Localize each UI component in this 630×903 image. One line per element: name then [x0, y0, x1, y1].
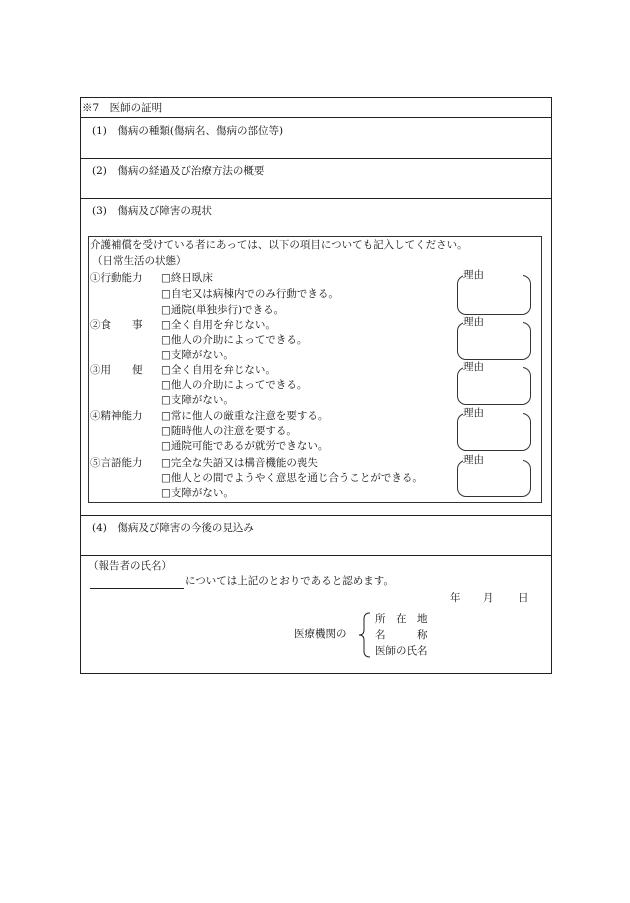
divider [80, 198, 552, 199]
frame-top-line [80, 97, 552, 98]
option-checkbox[interactable]: □常に他人の厳重な注意を要する。 [161, 410, 329, 422]
date-month: 月 [483, 592, 494, 604]
option-checkbox[interactable]: □他人の介助によってできる。 [161, 334, 308, 346]
option-checkbox[interactable]: □支障がない。 [161, 487, 234, 499]
divider [80, 515, 552, 516]
item-label-mental: ④精神能力 [90, 410, 143, 422]
certification-statement: については上記のとおりであると認めます。 [185, 575, 394, 587]
frame-right-line [551, 97, 552, 674]
left-brace-icon [358, 612, 372, 658]
divider [80, 117, 552, 118]
care-subtitle: （日常生活の状態） [92, 255, 187, 267]
section-title-3: (3) 傷病及び障害の現状 [92, 205, 212, 217]
option-checkbox[interactable]: □支障がない。 [161, 394, 234, 406]
section-title-4: (4) 傷病及び障害の今後の見込み [92, 522, 254, 534]
item-label-mobility: ①行動能力 [90, 272, 143, 284]
item-label-toilet: ③用 便 [90, 364, 143, 376]
field-name: 名 称 [375, 629, 428, 641]
field-address: 所 在 地 [375, 613, 428, 625]
section-title-1: (1) 傷病の種類(傷病名、傷病の部位等) [92, 125, 284, 137]
option-checkbox[interactable]: □全く自用を弁じない。 [161, 319, 276, 331]
option-checkbox[interactable]: □自宅又は病棟内でのみ行動できる。 [161, 288, 339, 300]
date-day: 日 [518, 592, 529, 604]
reason-label: 理由 [463, 361, 484, 373]
care-intro-text: 介護補償を受けている者にあっては、以下の項目についても記入してください。 [90, 239, 468, 251]
item-label-speech: ⑤言語能力 [90, 457, 143, 469]
option-checkbox[interactable]: □終日臥床 [161, 272, 213, 284]
option-checkbox[interactable]: □随時他人の注意を要する。 [161, 425, 297, 437]
item-label-meals: ②食 事 [90, 319, 143, 331]
divider [80, 158, 552, 159]
institution-label: 医療機関の [294, 628, 347, 640]
frame-left-line [80, 97, 81, 674]
reason-label: 理由 [463, 407, 484, 419]
option-checkbox[interactable]: □通院(単独歩行)できる。 [161, 304, 285, 316]
reason-label: 理由 [463, 316, 484, 328]
option-checkbox[interactable]: □完全な失語又は構音機能の喪失 [161, 457, 318, 469]
reason-label: 理由 [463, 269, 484, 281]
option-checkbox[interactable]: □他人の介助によってできる。 [161, 379, 308, 391]
section-title-2: (2) 傷病の経過及び治療方法の概要 [92, 165, 265, 177]
option-checkbox[interactable]: □他人との間でようやく意思を通じ合うことができる。 [161, 472, 423, 484]
reason-label: 理由 [463, 454, 484, 466]
option-checkbox[interactable]: □通院可能であるが就労できない。 [161, 440, 329, 452]
field-doctor-name: 医師の氏名 [375, 645, 428, 657]
reporter-label: （報告者の氏名） [88, 560, 172, 572]
divider [80, 555, 552, 556]
reporter-name-blank[interactable] [90, 588, 184, 589]
frame-bottom-line [80, 673, 552, 674]
form-header: ※7 医師の証明 [82, 102, 163, 114]
option-checkbox[interactable]: □全く自用を弁じない。 [161, 364, 276, 376]
option-checkbox[interactable]: □支障がない。 [161, 349, 234, 361]
date-year: 年 [450, 592, 461, 604]
